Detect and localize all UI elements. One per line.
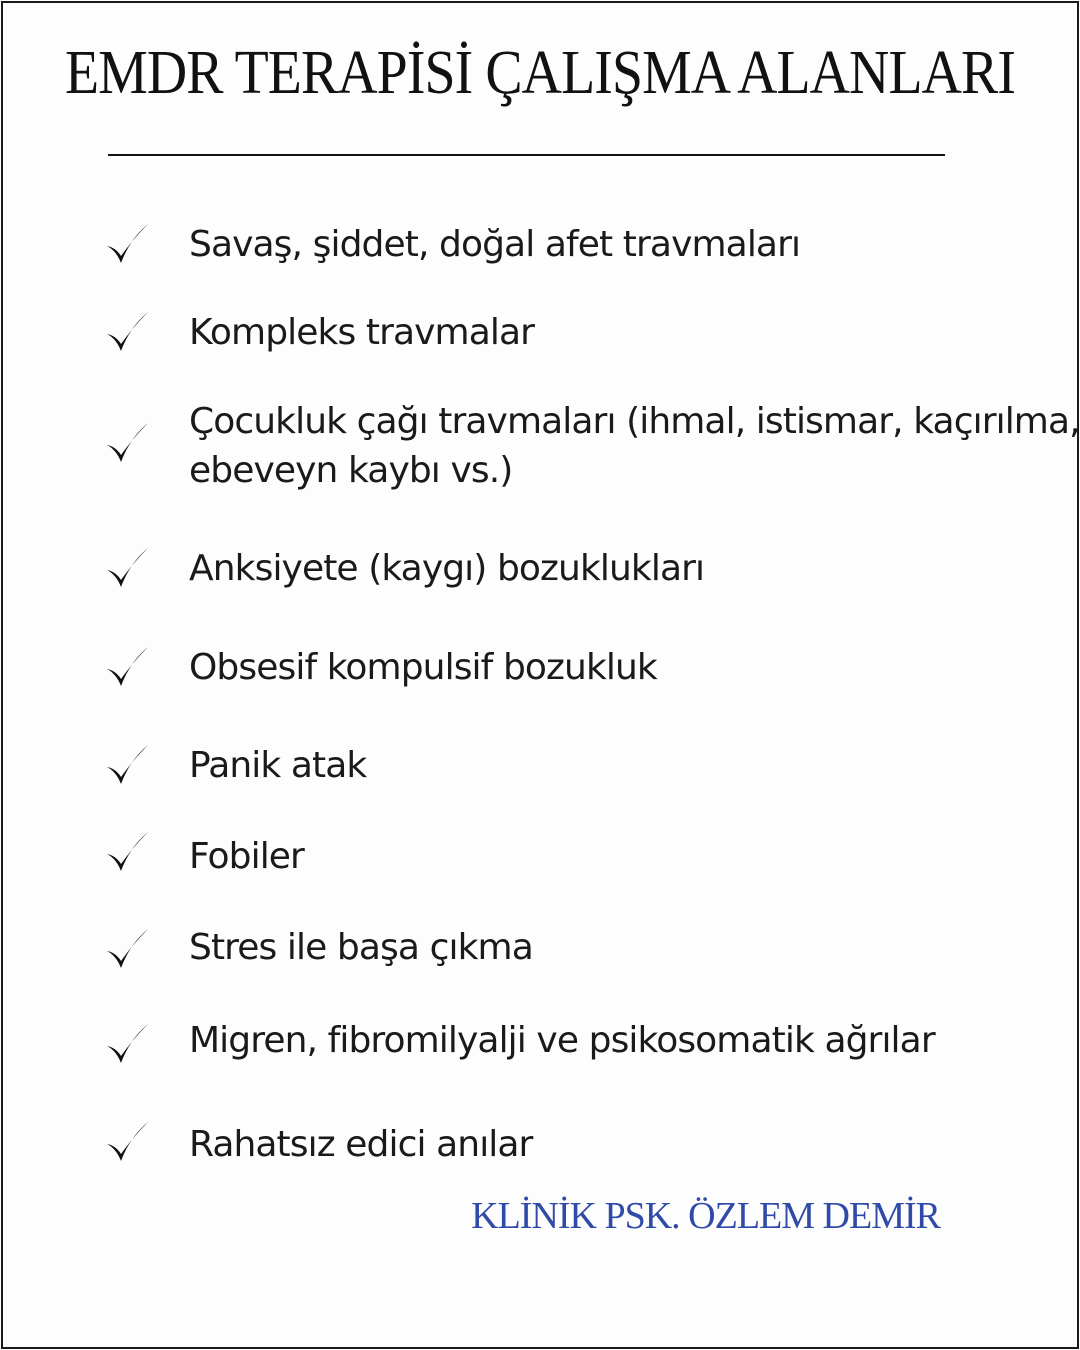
check-icon (104, 546, 150, 592)
page-title: EMDR TERAPİSİ ÇALIŞMA ALANLARI (64, 39, 1016, 107)
check-icon (104, 222, 150, 268)
list-item-label: Fobiler (189, 836, 304, 877)
author-signature: KLİNİK PSK. ÖZLEM DEMİR (471, 1195, 940, 1237)
list-item-label: Savaş, şiddet, doğal afet travmaları (189, 224, 801, 265)
check-icon (104, 310, 150, 356)
list-item-label: Kompleks travmalar (189, 312, 535, 353)
check-icon (104, 743, 150, 789)
check-icon (104, 1120, 150, 1166)
list-item-label: Çocukluk çağı travmaları (ihmal, istismar, kaçırılma, (189, 401, 1080, 442)
list-item-label: Anksiyete (kaygı) bozuklukları (189, 548, 705, 589)
list-item-label: Obsesif kompulsif bozukluk (189, 647, 657, 688)
list-item-label: Migren, fibromilyalji ve psikosomatik ağrılar (189, 1020, 935, 1061)
check-icon (104, 421, 150, 467)
list-item-label: Panik atak (189, 745, 367, 786)
list-item-label: Stres ile başa çıkma (189, 927, 533, 968)
title-divider (108, 154, 945, 156)
check-icon (104, 927, 150, 973)
list-item-label-continued: ebeveyn kaybı vs.) (189, 450, 513, 491)
list-item-label: Rahatsız edici anılar (189, 1124, 533, 1165)
check-icon (104, 830, 150, 876)
check-icon (104, 1022, 150, 1068)
check-icon (104, 645, 150, 691)
